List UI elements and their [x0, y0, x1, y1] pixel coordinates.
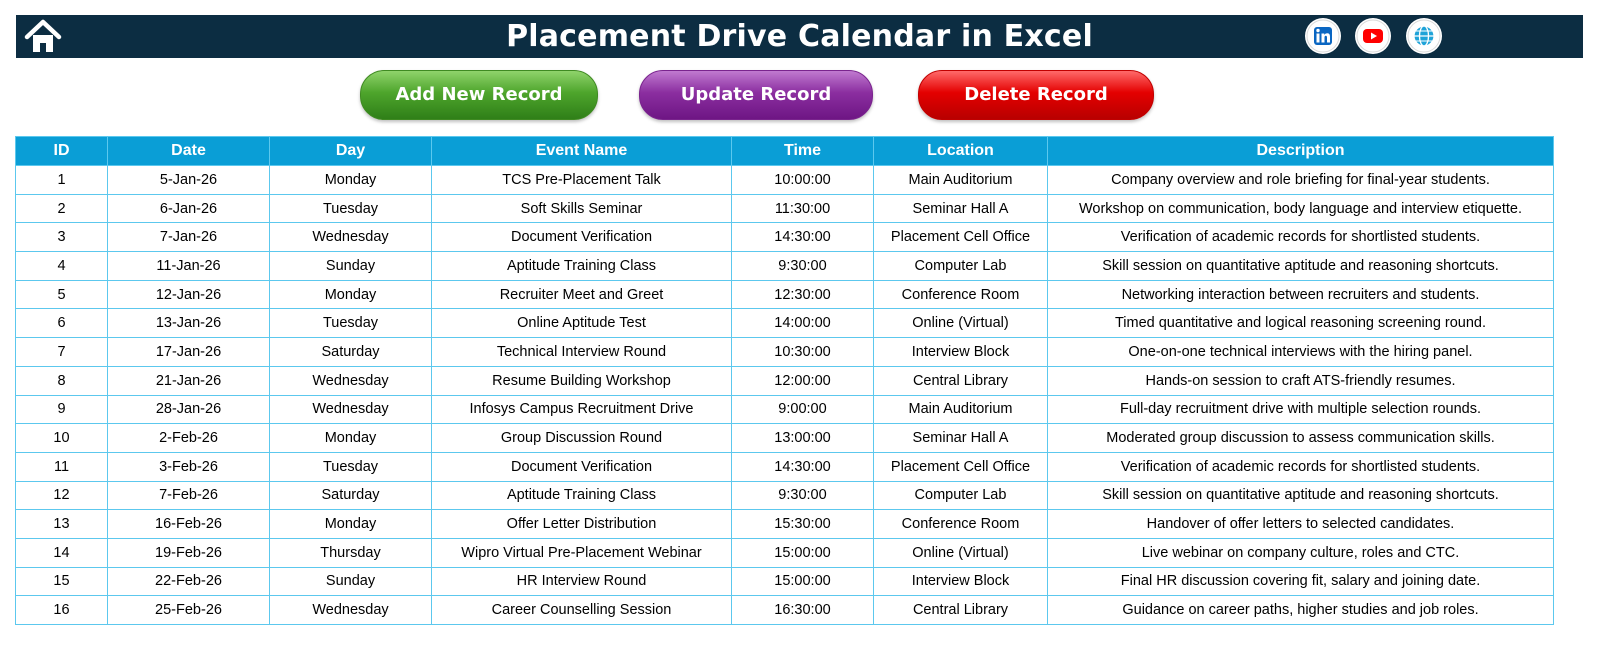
description-cell[interactable]: Skill session on quantitative aptitude and reasoning shortcuts.: [1048, 252, 1554, 281]
date-cell[interactable]: 28-Jan-26: [108, 395, 270, 424]
table-row[interactable]: [16, 166, 1554, 195]
day-cell[interactable]: Monday: [270, 280, 432, 309]
date-cell[interactable]: 22-Feb-26: [108, 567, 270, 596]
description-cell[interactable]: Skill session on quantitative aptitude and reasoning shortcuts.: [1048, 481, 1554, 510]
description-cell[interactable]: One-on-one technical interviews with the hiring panel.: [1048, 338, 1554, 367]
date-cell[interactable]: 21-Jan-26: [108, 366, 270, 395]
time-cell[interactable]: 15:30:00: [732, 510, 874, 539]
location-cell[interactable]: Interview Block: [874, 338, 1048, 367]
description-cell[interactable]: Handover of offer letters to selected candidates.: [1048, 510, 1554, 539]
location-cell[interactable]: Placement Cell Office: [874, 452, 1048, 481]
id-cell[interactable]: 4: [16, 252, 108, 281]
table-row[interactable]: [16, 452, 1554, 481]
id-cell[interactable]: 7: [16, 338, 108, 367]
time-cell[interactable]: 15:00:00: [732, 538, 874, 567]
description-cell[interactable]: Verification of academic records for shortlisted students.: [1048, 223, 1554, 252]
event-name-cell[interactable]: Resume Building Workshop: [432, 366, 732, 395]
id-cell[interactable]: 9: [16, 395, 108, 424]
day-cell[interactable]: Monday: [270, 424, 432, 453]
time-cell[interactable]: 10:00:00: [732, 166, 874, 195]
location-cell[interactable]: Online (Virtual): [874, 538, 1048, 567]
date-cell[interactable]: 16-Feb-26: [108, 510, 270, 539]
time-cell[interactable]: 13:00:00: [732, 424, 874, 453]
time-cell[interactable]: 9:30:00: [732, 481, 874, 510]
event-name-cell[interactable]: Wipro Virtual Pre-Placement Webinar: [432, 538, 732, 567]
description-cell[interactable]: Networking interaction between recruiters and students.: [1048, 280, 1554, 309]
location-cell[interactable]: Seminar Hall A: [874, 424, 1048, 453]
date-cell[interactable]: 3-Feb-26: [108, 452, 270, 481]
location-cell[interactable]: Main Auditorium: [874, 395, 1048, 424]
globe-icon: [1406, 18, 1442, 54]
time-cell[interactable]: 14:30:00: [732, 223, 874, 252]
column-header[interactable]: Date: [108, 137, 270, 166]
website-button[interactable]: [1406, 18, 1442, 54]
time-cell[interactable]: 15:00:00: [732, 567, 874, 596]
location-cell[interactable]: Central Library: [874, 366, 1048, 395]
linkedin-icon: [1305, 18, 1341, 54]
id-cell[interactable]: 10: [16, 424, 108, 453]
id-cell[interactable]: 2: [16, 194, 108, 223]
date-cell[interactable]: 6-Jan-26: [108, 194, 270, 223]
table-row[interactable]: [16, 252, 1554, 281]
event-name-cell[interactable]: TCS Pre-Placement Talk: [432, 166, 732, 195]
column-header[interactable]: Description: [1048, 137, 1554, 166]
id-cell[interactable]: 12: [16, 481, 108, 510]
id-cell[interactable]: 15: [16, 567, 108, 596]
date-cell[interactable]: 19-Feb-26: [108, 538, 270, 567]
events-table: [15, 136, 1554, 625]
event-name-cell[interactable]: Recruiter Meet and Greet: [432, 280, 732, 309]
location-cell[interactable]: Computer Lab: [874, 252, 1048, 281]
table-row[interactable]: [16, 596, 1554, 625]
event-name-cell[interactable]: Career Counselling Session: [432, 596, 732, 625]
description-cell[interactable]: Hands-on session to craft ATS-friendly resumes.: [1048, 366, 1554, 395]
day-cell[interactable]: Tuesday: [270, 194, 432, 223]
description-cell[interactable]: Moderated group discussion to assess communication skills.: [1048, 424, 1554, 453]
description-cell[interactable]: Final HR discussion covering fit, salary and joining date.: [1048, 567, 1554, 596]
day-cell[interactable]: Wednesday: [270, 223, 432, 252]
table-header-row: [16, 137, 1554, 166]
description-cell[interactable]: Guidance on career paths, higher studies and job roles.: [1048, 596, 1554, 625]
day-cell[interactable]: Saturday: [270, 481, 432, 510]
table-row[interactable]: [16, 424, 1554, 453]
location-cell[interactable]: Computer Lab: [874, 481, 1048, 510]
table-row[interactable]: [16, 338, 1554, 367]
youtube-icon: [1355, 18, 1391, 54]
event-name-cell[interactable]: Soft Skills Seminar: [432, 194, 732, 223]
date-cell[interactable]: 5-Jan-26: [108, 166, 270, 195]
column-header[interactable]: Location: [874, 137, 1048, 166]
day-cell[interactable]: Wednesday: [270, 366, 432, 395]
location-cell[interactable]: Conference Room: [874, 510, 1048, 539]
time-cell[interactable]: 11:30:00: [732, 194, 874, 223]
day-cell[interactable]: Thursday: [270, 538, 432, 567]
table-row[interactable]: [16, 309, 1554, 338]
id-cell[interactable]: 13: [16, 510, 108, 539]
date-cell[interactable]: 7-Feb-26: [108, 481, 270, 510]
id-cell[interactable]: 5: [16, 280, 108, 309]
event-name-cell[interactable]: Group Discussion Round: [432, 424, 732, 453]
id-cell[interactable]: 11: [16, 452, 108, 481]
table-row[interactable]: [16, 567, 1554, 596]
table-row[interactable]: [16, 538, 1554, 567]
time-cell[interactable]: 12:30:00: [732, 280, 874, 309]
day-cell[interactable]: Saturday: [270, 338, 432, 367]
table-row[interactable]: [16, 223, 1554, 252]
time-cell[interactable]: 16:30:00: [732, 596, 874, 625]
table-row[interactable]: [16, 395, 1554, 424]
page-title: Placement Drive Calendar in Excel: [506, 19, 1093, 54]
location-cell[interactable]: Interview Block: [874, 567, 1048, 596]
description-cell[interactable]: Workshop on communication, body language and interview etiquette.: [1048, 194, 1554, 223]
linkedin-button[interactable]: [1305, 18, 1341, 54]
location-cell[interactable]: Seminar Hall A: [874, 194, 1048, 223]
date-cell[interactable]: 13-Jan-26: [108, 309, 270, 338]
description-cell[interactable]: Timed quantitative and logical reasoning screening round.: [1048, 309, 1554, 338]
table-row[interactable]: [16, 481, 1554, 510]
date-cell[interactable]: 11-Jan-26: [108, 252, 270, 281]
event-name-cell[interactable]: Infosys Campus Recruitment Drive: [432, 395, 732, 424]
column-header[interactable]: Day: [270, 137, 432, 166]
id-cell[interactable]: 14: [16, 538, 108, 567]
location-cell[interactable]: Central Library: [874, 596, 1048, 625]
description-cell[interactable]: Live webinar on company culture, roles and CTC.: [1048, 538, 1554, 567]
day-cell[interactable]: Tuesday: [270, 452, 432, 481]
event-name-cell[interactable]: Aptitude Training Class: [432, 481, 732, 510]
event-name-cell[interactable]: Offer Letter Distribution: [432, 510, 732, 539]
table-row[interactable]: [16, 280, 1554, 309]
description-cell[interactable]: Company overview and role briefing for final-year students.: [1048, 166, 1554, 195]
day-cell[interactable]: Tuesday: [270, 309, 432, 338]
id-cell[interactable]: 16: [16, 596, 108, 625]
table-row[interactable]: [16, 510, 1554, 539]
location-cell[interactable]: Main Auditorium: [874, 166, 1048, 195]
day-cell[interactable]: Sunday: [270, 567, 432, 596]
id-cell[interactable]: 1: [16, 166, 108, 195]
delete-record-button[interactable]: Delete Record: [918, 70, 1154, 120]
add-new-record-button[interactable]: Add New Record: [360, 70, 598, 120]
day-cell[interactable]: Monday: [270, 166, 432, 195]
time-cell[interactable]: 14:30:00: [732, 452, 874, 481]
id-cell[interactable]: 8: [16, 366, 108, 395]
column-header[interactable]: ID: [16, 137, 108, 166]
update-record-button[interactable]: Update Record: [639, 70, 873, 120]
table-row[interactable]: [16, 366, 1554, 395]
id-cell[interactable]: 6: [16, 309, 108, 338]
day-cell[interactable]: Wednesday: [270, 596, 432, 625]
event-name-cell[interactable]: HR Interview Round: [432, 567, 732, 596]
time-cell[interactable]: 14:00:00: [732, 309, 874, 338]
title-bar: [16, 15, 1583, 58]
description-cell[interactable]: Verification of academic records for shortlisted students.: [1048, 452, 1554, 481]
time-cell[interactable]: 12:00:00: [732, 366, 874, 395]
date-cell[interactable]: 17-Jan-26: [108, 338, 270, 367]
time-cell[interactable]: 9:00:00: [732, 395, 874, 424]
date-cell[interactable]: 2-Feb-26: [108, 424, 270, 453]
date-cell[interactable]: 7-Jan-26: [108, 223, 270, 252]
date-cell[interactable]: 12-Jan-26: [108, 280, 270, 309]
day-cell[interactable]: Sunday: [270, 252, 432, 281]
column-header[interactable]: Event Name: [432, 137, 732, 166]
location-cell[interactable]: Online (Virtual): [874, 309, 1048, 338]
column-header[interactable]: Time: [732, 137, 874, 166]
day-cell[interactable]: Monday: [270, 510, 432, 539]
table-row[interactable]: [16, 194, 1554, 223]
date-cell[interactable]: 25-Feb-26: [108, 596, 270, 625]
event-name-cell[interactable]: Online Aptitude Test: [432, 309, 732, 338]
location-cell[interactable]: Placement Cell Office: [874, 223, 1048, 252]
location-cell[interactable]: Conference Room: [874, 280, 1048, 309]
event-name-cell[interactable]: Document Verification: [432, 223, 732, 252]
day-cell[interactable]: Wednesday: [270, 395, 432, 424]
time-cell[interactable]: 10:30:00: [732, 338, 874, 367]
youtube-button[interactable]: [1355, 18, 1391, 54]
id-cell[interactable]: 3: [16, 223, 108, 252]
event-name-cell[interactable]: Aptitude Training Class: [432, 252, 732, 281]
event-name-cell[interactable]: Technical Interview Round: [432, 338, 732, 367]
event-name-cell[interactable]: Document Verification: [432, 452, 732, 481]
description-cell[interactable]: Full-day recruitment drive with multiple selection rounds.: [1048, 395, 1554, 424]
time-cell[interactable]: 9:30:00: [732, 252, 874, 281]
